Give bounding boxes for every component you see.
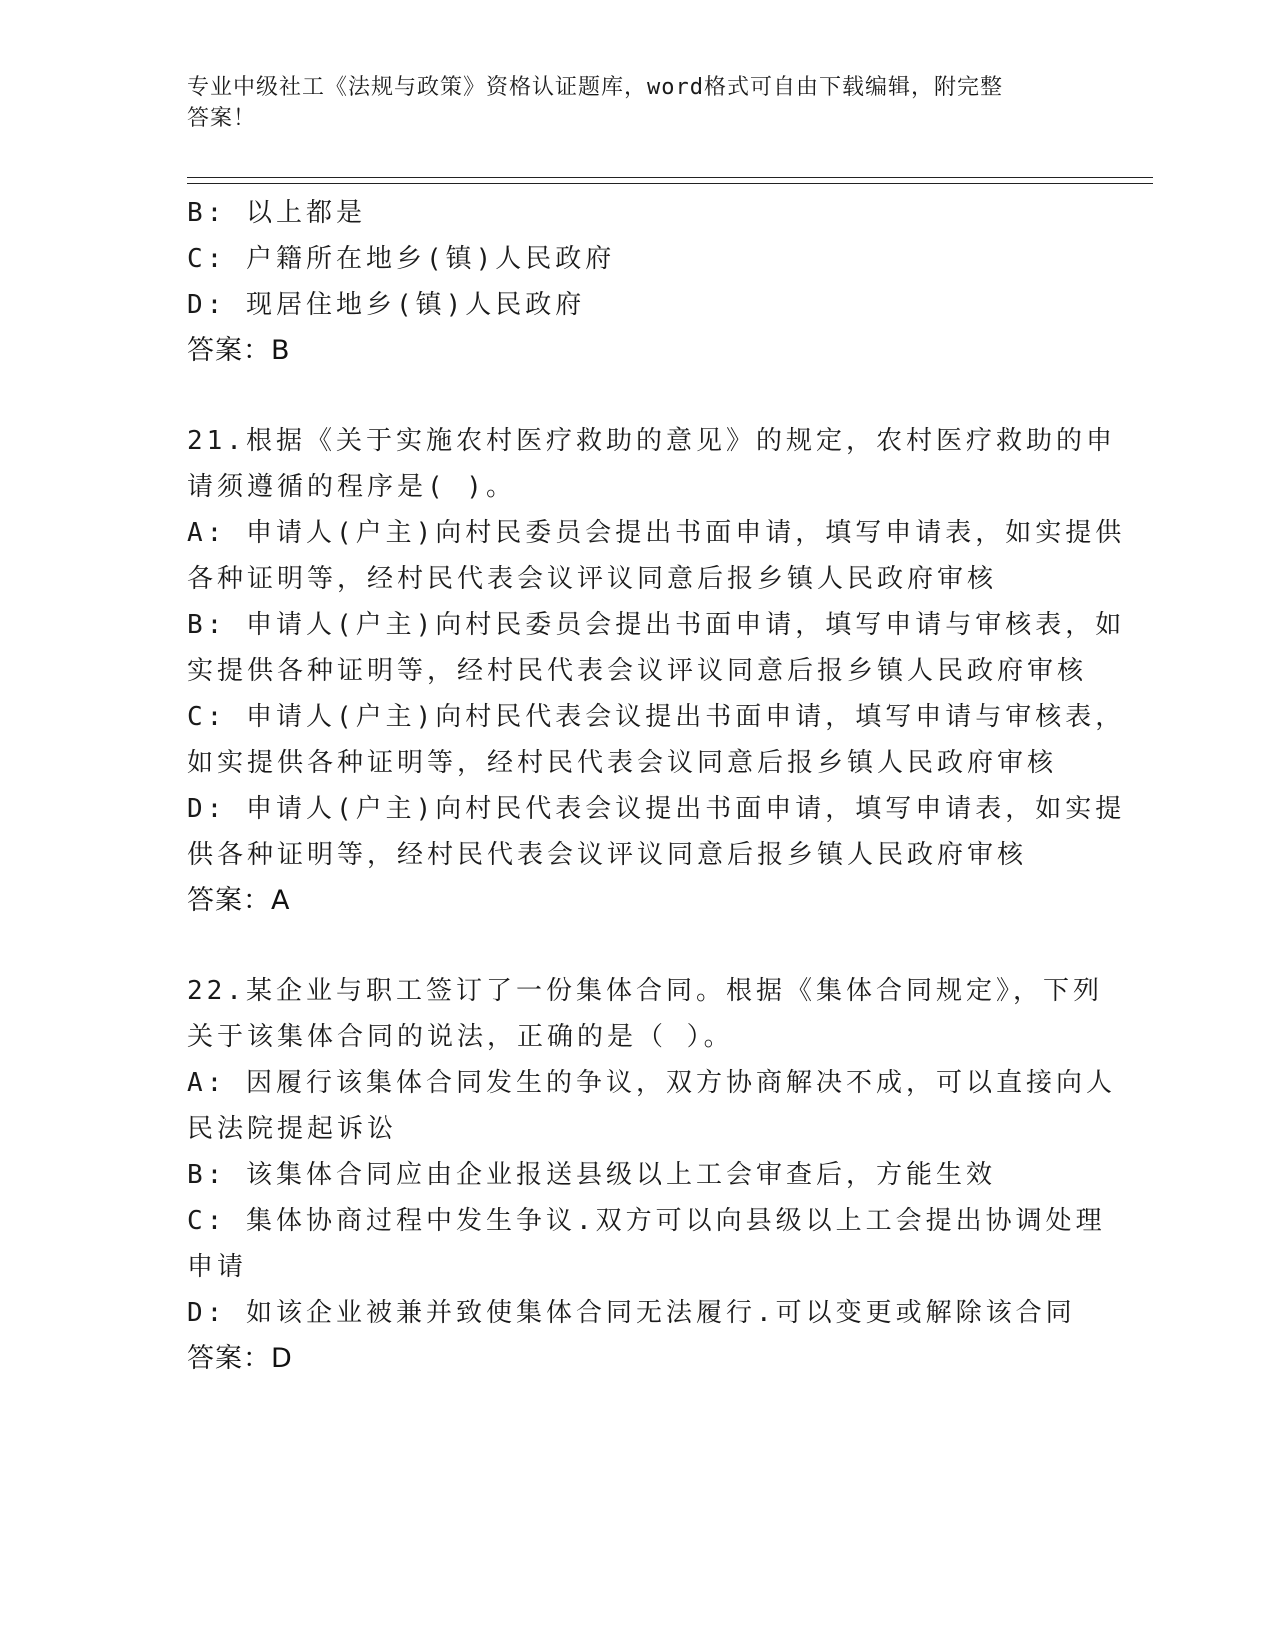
option-c: C: 申请人(户主)向村民代表会议提出书面申请，填写申请与审核表，: [187, 702, 1126, 732]
answer-line: 答案：A: [187, 885, 291, 916]
header-divider-top: [187, 177, 1153, 178]
header-line-1: 专业中级社工《法规与政策》资格认证题库，word格式可自由下载编辑，附完整: [187, 75, 1003, 100]
answer-line: 答案：B: [187, 335, 291, 366]
option-d: D: 申请人(户主)向村民代表会议提出书面申请，填写申请表，如实提: [187, 794, 1126, 824]
question-stem-line: 22.某企业与职工签订了一份集体合同。根据《集体合同规定》，下列: [187, 976, 1103, 1006]
option-c: C: 户籍所在地乡(镇)人民政府: [187, 244, 616, 274]
question-stem-line: 请须遵循的程序是( )。: [187, 472, 516, 502]
spacer: [187, 374, 1087, 418]
option-a-continued: 民法院提起诉讼: [187, 1114, 398, 1144]
option-b: B: 以上都是: [187, 198, 366, 228]
page-content: [187, 190, 1126, 1382]
option-d: D: 如该企业被兼并致使集体合同无法履行.可以变更或解除该合同: [187, 1298, 1076, 1328]
question-block-22: [187, 968, 1116, 1382]
option-a: A: 因履行该集体合同发生的争议，双方协商解决不成，可以直接向人: [187, 1068, 1116, 1098]
page-header: [187, 72, 1067, 134]
option-c-continued: 申请: [187, 1252, 248, 1282]
question-block-21: [187, 418, 1126, 924]
option-a: A: 申请人(户主)向村民委员会提出书面申请，填写申请表，如实提供: [187, 518, 1126, 548]
option-c: C: 集体协商过程中发生争议.双方可以向县级以上工会提出协调处理: [187, 1206, 1106, 1236]
question-block-20: [187, 190, 1087, 374]
option-b: B: 该集体合同应由企业报送县级以上工会审查后，方能生效: [187, 1160, 996, 1190]
header-line-2: 答案！: [187, 106, 257, 131]
question-stem-line: 21.根据《关于实施农村医疗救助的意见》的规定，农村医疗救助的申: [187, 426, 1116, 456]
answer-line: 答案：D: [187, 1343, 293, 1374]
option-b-continued: 实提供各种证明等，经村民代表会议评议同意后报乡镇人民政府审核: [187, 656, 1088, 686]
spacer: [187, 924, 1087, 968]
option-d-continued: 供各种证明等，经村民代表会议评议同意后报乡镇人民政府审核: [187, 840, 1028, 870]
header-divider-bottom: [187, 183, 1153, 184]
option-a-continued: 各种证明等，经村民代表会议评议同意后报乡镇人民政府审核: [187, 564, 998, 594]
option-d: D: 现居住地乡(镇)人民政府: [187, 290, 586, 320]
option-b: B: 申请人(户主)向村民委员会提出书面申请，填写申请与审核表，如: [187, 610, 1126, 640]
option-c-continued: 如实提供各种证明等，经村民代表会议同意后报乡镇人民政府审核: [187, 748, 1058, 778]
question-stem-line: 关于该集体合同的说法，正确的是（ ）。: [187, 1022, 734, 1052]
